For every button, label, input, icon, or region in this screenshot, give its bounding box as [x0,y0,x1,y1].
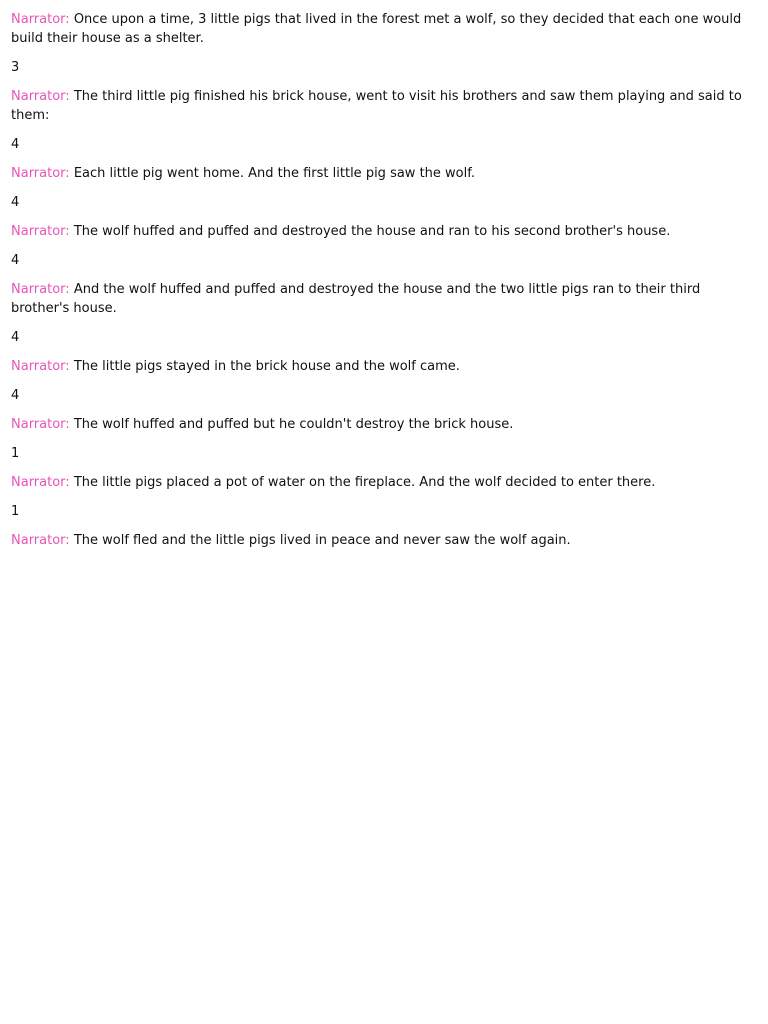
narration-text: The wolf huffed and puffed and destroyed the house and ran to his second brother's house. [73,224,671,239]
scene-marker: 4 [11,195,20,210]
narration-text: And the wolf huffed and puffed and destroyed the house and the two little pigs ran to their third brother's house. [11,282,701,316]
narration-line [11,164,754,183]
speaker-label: Narrator: [11,282,70,297]
scene-marker: 4 [11,253,20,268]
narration-line [11,10,754,48]
narration-text: The little pigs placed a pot of water on the fireplace. And the wolf decided to enter there. [73,475,656,490]
narration-line [11,87,754,125]
speaker-label: Narrator: [11,12,70,27]
speaker-label: Narrator: [11,533,70,548]
scene-marker: 1 [11,446,20,461]
narration-line [11,415,754,434]
scene-marker: 3 [11,60,20,75]
scene-marker: 4 [11,137,20,152]
narration-text: The wolf huffed and puffed but he couldn't destroy the brick house. [73,417,514,432]
narration-text: The little pigs stayed in the brick house and the wolf came. [73,359,460,374]
narration-line [11,473,754,492]
narration-text: The third little pig finished his brick house, went to visit his brothers and saw them playing and said to them: [11,89,742,123]
narration-line [11,531,754,550]
scene-marker: 1 [11,504,20,519]
speaker-label: Narrator: [11,359,70,374]
narration-text: Each little pig went home. And the first little pig saw the wolf. [73,166,475,181]
scene-marker: 4 [11,388,20,403]
narration-text: The wolf fled and the little pigs lived in peace and never saw the wolf again. [73,533,571,548]
speaker-label: Narrator: [11,166,70,181]
narration-line [11,280,754,318]
speaker-label: Narrator: [11,224,70,239]
narration-line [11,222,754,241]
speaker-label: Narrator: [11,475,70,490]
narration-text: Once upon a time, 3 little pigs that lived in the forest met a wolf, so they decided that each one would build their house as a shelter. [11,12,742,46]
speaker-label: Narrator: [11,89,70,104]
speaker-label: Narrator: [11,417,70,432]
scene-marker: 4 [11,330,20,345]
narration-line [11,357,754,376]
